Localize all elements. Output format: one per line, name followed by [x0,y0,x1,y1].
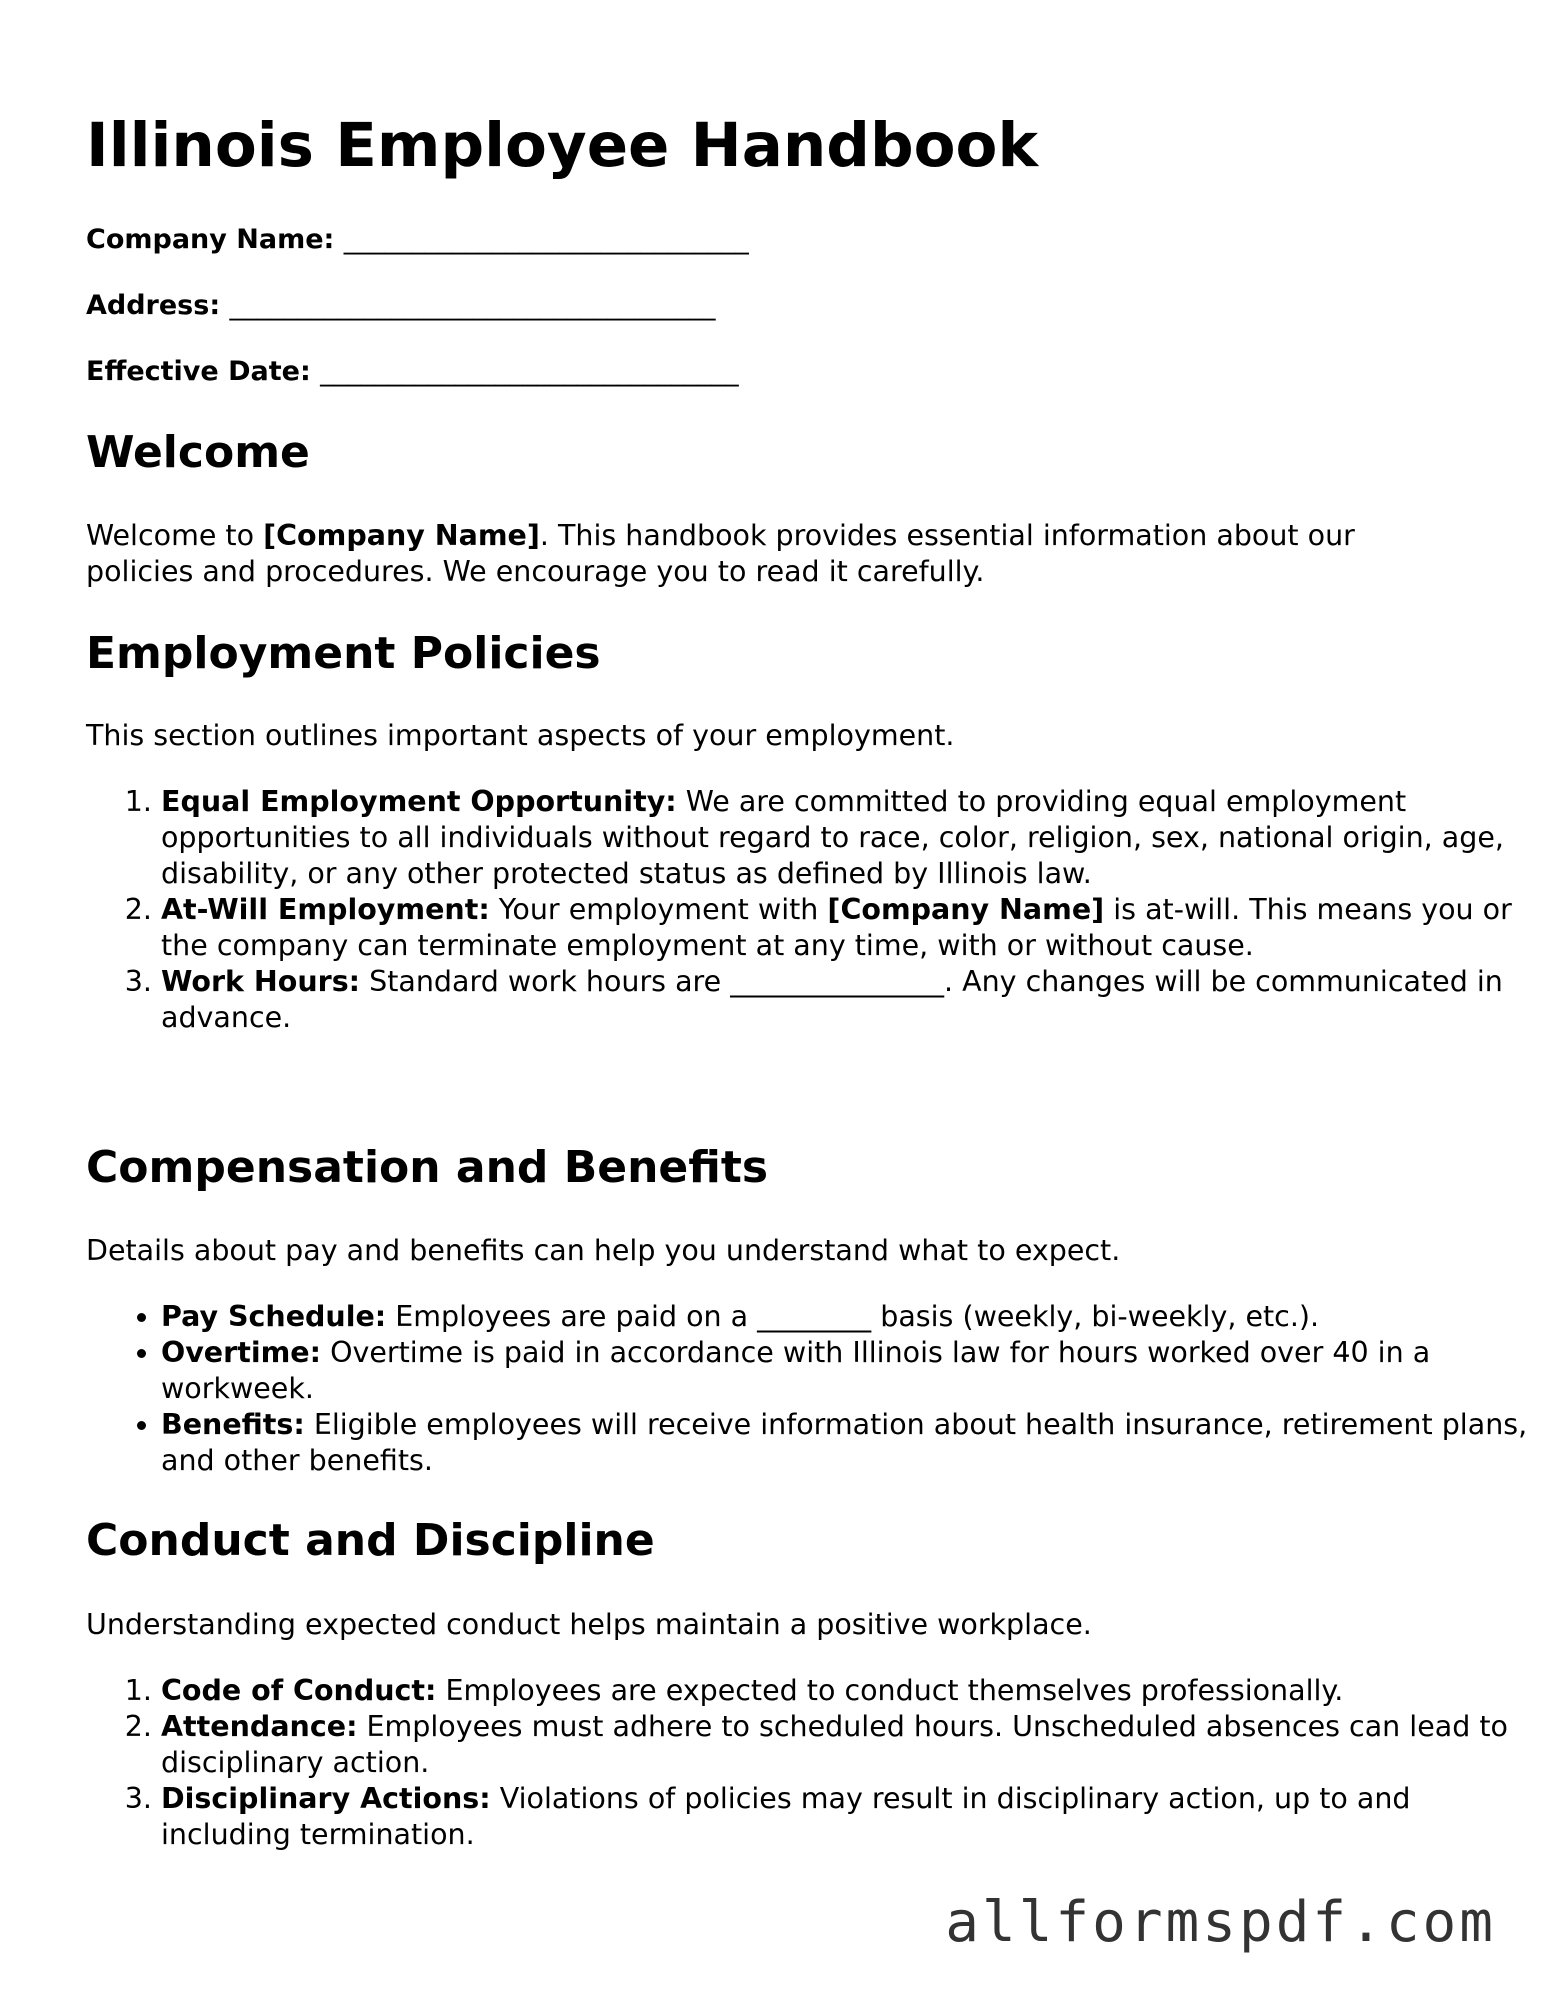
company-name-blank: ______________________________ [343,224,749,255]
address-field [86,289,716,323]
welcome-company-placeholder: [Company Name] [263,519,540,552]
employment-item-term: Equal Employment Opportunity: [161,785,677,818]
compensation-item-text: Overtime is paid in accordance with Illinois law for hours worked over 40 in a workweek. [161,1336,1431,1405]
effective-date-label: Effective Date: [86,356,311,387]
compensation-item-term: Overtime: [161,1336,322,1369]
employment-item-text: Standard work hours are _______________. Any changes will be communicated in advance. [161,965,1503,1034]
compensation-item-term: Benefits: [161,1408,305,1441]
conduct-list [86,1673,1541,1853]
conduct-item-term: Code of Conduct: [161,1674,437,1707]
employment-company-placeholder: [Company Name] [827,893,1105,926]
compensation-item-term: Pay Schedule: [161,1300,387,1333]
conduct-item-term: Disciplinary Actions: [161,1782,491,1815]
compensation-intro: Details about pay and benefits can help you understand what to expect. [86,1234,1121,1267]
conduct-item-term: Attendance: [161,1710,358,1743]
welcome-heading: Welcome [86,427,310,478]
conduct-item-attendance [161,1709,1541,1781]
watermark: allformspdf.com [945,1890,1496,1955]
conduct-item-disciplinary [161,1781,1541,1853]
compensation-heading: Compensation and Benefits [86,1142,769,1193]
employment-item-text: We are committed to providing equal employment opportunities to all individuals without regard to race, color, religion, sex, national origin, age, disability, or any other protected status as defined by Illinois law. [161,785,1504,890]
welcome-paragraph [86,518,1466,590]
employment-item-text-before: Your employment with [489,893,828,926]
employment-intro: This section outlines important aspects of your employment. [86,719,955,752]
employment-item-eeo [161,784,1541,892]
document-title: Illinois Employee Handbook [86,110,1039,181]
effective-date-blank: _______________________________ [320,356,739,387]
compensation-item-pay-schedule [161,1299,1541,1335]
address-blank: ____________________________________ [229,290,716,321]
compensation-list [86,1299,1541,1479]
employment-item-term: Work Hours: [161,965,361,998]
address-label: Address: [86,290,221,321]
employment-item-term: At-Will Employment: [161,893,490,926]
company-name-label: Company Name: [86,224,335,255]
compensation-item-text: Eligible employees will receive information about health insurance, retirement plans, and other benefits. [161,1408,1528,1477]
employment-item-work-hours [161,964,1541,1036]
employment-item-at-will [161,892,1541,964]
conduct-intro: Understanding expected conduct helps maintain a positive workplace. [86,1608,1092,1641]
conduct-item-text: Employees are expected to conduct themselves professionally. [436,1674,1344,1707]
employment-item-text-after: is at-will. This means you or the company can terminate employment at any time, with or without cause. [161,893,1512,962]
welcome-text-after: . This handbook provides essential information about our policies and procedures. We encourage you to read it carefully. [86,519,1355,588]
effective-date-field [86,355,739,389]
compensation-item-benefits [161,1407,1541,1479]
employment-heading: Employment Policies [86,628,601,679]
company-name-field [86,223,749,257]
compensation-item-overtime [161,1335,1541,1407]
employment-list [86,784,1541,1036]
conduct-item-code [161,1673,1541,1709]
conduct-item-text: Employees must adhere to scheduled hours. Unscheduled absences can lead to disciplinary action. [161,1710,1508,1779]
conduct-heading: Conduct and Discipline [86,1515,655,1566]
conduct-item-text: Violations of policies may result in disciplinary action, up to and including termination. [161,1782,1411,1851]
compensation-item-text: Employees are paid on a ________ basis (weekly, bi-weekly, etc.). [386,1300,1320,1333]
welcome-text-before: Welcome to [86,519,264,552]
